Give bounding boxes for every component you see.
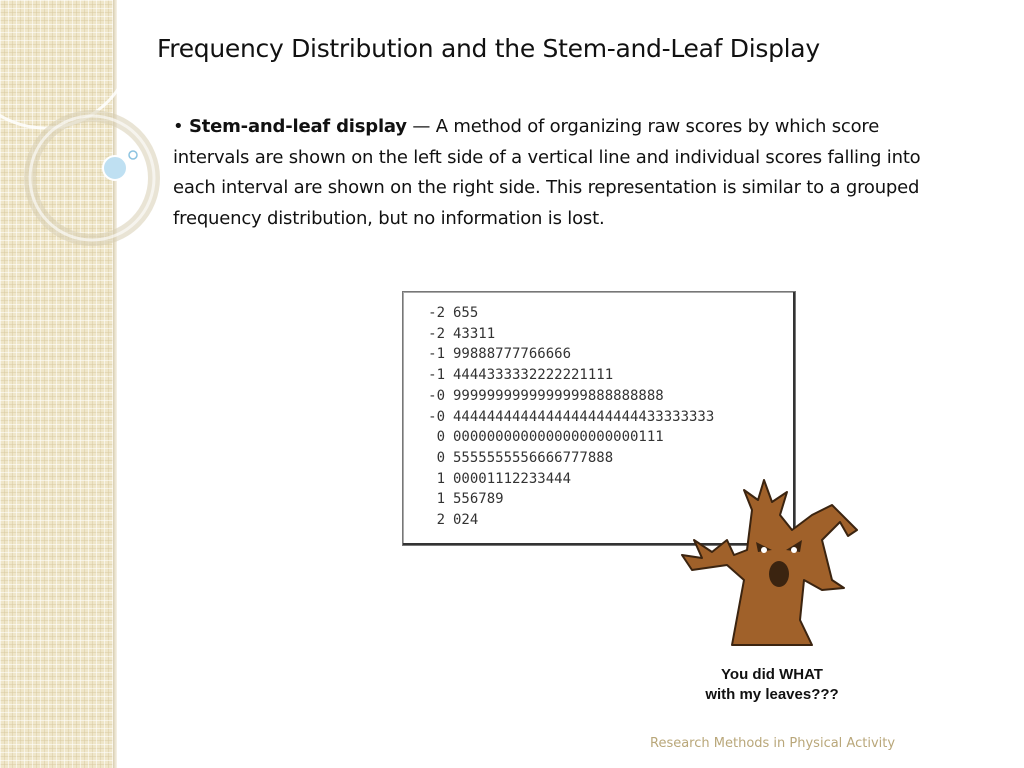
stem-leaf-row xyxy=(417,510,714,531)
stem-value: -2 xyxy=(428,305,445,321)
stem-value: -2 xyxy=(428,325,445,342)
leaf-values: 5555555556666777888 xyxy=(453,449,614,466)
stem-value: 1 xyxy=(436,491,445,508)
stem-value: 0 xyxy=(436,449,445,466)
slide-footer: Research Methods in Physical Activity xyxy=(650,736,896,751)
slide-title: Frequency Distribution and the Stem-and-Leaf Display xyxy=(157,34,820,63)
stem-leaf-row xyxy=(417,407,714,428)
bullet-dash: — xyxy=(412,116,431,137)
bullet-term: Stem-and-leaf display xyxy=(188,116,407,137)
decorative-rings xyxy=(0,0,160,260)
cartoon-caption-line2: with my leaves??? xyxy=(705,686,839,703)
stem-leaf-row xyxy=(417,489,714,510)
stem-value: 2 xyxy=(436,512,445,529)
leaf-values: 99888777766666 xyxy=(453,346,572,363)
stem-leaf-row xyxy=(417,324,714,345)
bullet-marker: • xyxy=(173,116,184,137)
leaf-values: 0000000000000000000000111 xyxy=(453,429,664,446)
stem-value: 0 xyxy=(436,429,445,446)
stem-leaf-row xyxy=(417,365,714,386)
cartoon-caption-line1: You did WHAT xyxy=(721,666,823,683)
stem-value: -1 xyxy=(428,346,445,363)
leaf-values: 43311 xyxy=(453,325,496,342)
stem-value: -1 xyxy=(428,367,445,384)
stem-value: -0 xyxy=(428,408,445,425)
leaf-values: 024 xyxy=(453,512,479,529)
stem-leaf-row xyxy=(417,344,714,365)
leaf-values: 4444444444444444444444433333333 xyxy=(453,408,715,425)
leaf-values: 00001112233444 xyxy=(453,470,572,487)
leaf-values: 556789 xyxy=(453,491,504,508)
stem-value: -0 xyxy=(428,387,445,404)
angry-tree-cartoon xyxy=(672,470,872,660)
stem-leaf-row xyxy=(417,386,714,407)
leaf-values: 4444333332222221111 xyxy=(453,367,614,384)
cartoon-caption xyxy=(682,665,862,705)
decorative-dot-small xyxy=(129,151,137,159)
leaf-values: 655 xyxy=(453,305,479,321)
bullet-text: A method of organizing raw scores by which score intervals are shown on the left side of a vertical line and individual scores falling into each interval are shown on the right side. This representation is similar to a grouped frequency distribution, but no information is lost. xyxy=(173,116,921,229)
stem-value: 1 xyxy=(436,470,445,487)
stem-leaf-row xyxy=(417,448,714,469)
stem-leaf-row xyxy=(417,427,714,448)
stem-leaf-row xyxy=(417,469,714,490)
leaf-values: 9999999999999999888888888 xyxy=(453,387,664,404)
stem-leaf-rows xyxy=(417,303,714,531)
bullet-paragraph xyxy=(173,112,943,234)
decorative-dot-large xyxy=(103,156,127,180)
stem-leaf-row xyxy=(417,303,714,324)
